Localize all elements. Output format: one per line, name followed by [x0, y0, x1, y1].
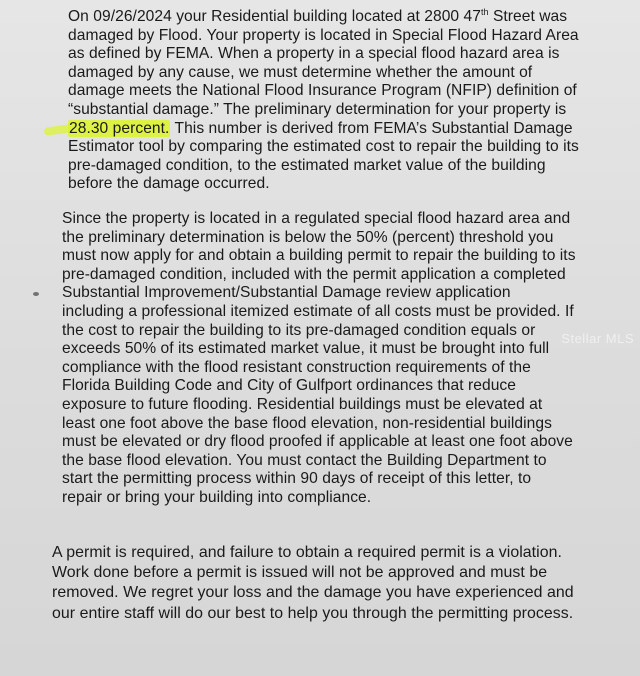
text-line: as defined by FEMA. When a property in a special flood hazard area is: [68, 45, 560, 63]
text-line: least one foot above the base flood elevation, non-residential buildings: [62, 414, 552, 432]
text-line: Estimator tool by comparing the estimated cost to repair the building to its: [68, 138, 579, 156]
text-line: the preliminary determination is below the 50% (percent) threshold you: [62, 228, 554, 246]
text-line: damaged by Flood. Your property is located in Special Flood Hazard Area: [68, 26, 579, 44]
superscript: th: [480, 6, 489, 17]
text-line: Since the property is located in a regulated special flood hazard area and: [62, 210, 571, 227]
text-line: compliance with the flood resistant construction requirements of the: [62, 358, 531, 376]
paragraph-permit-requirements: [62, 210, 622, 508]
text-line: the base flood elevation. You must contact the Building Department to: [62, 451, 547, 469]
text-line: must now apply for and obtain a building permit to repair the building to its: [62, 247, 576, 265]
text-line: damage meets the National Flood Insurance Program (NFIP) definition of: [68, 82, 577, 100]
text-line: pre-damaged condition, to the estimated market value of the building: [68, 156, 546, 174]
text-line: must be elevated or dry flood proofed if applicable at least one foot above: [62, 433, 573, 451]
text-line: exposure to future flooding. Residential buildings must be elevated at: [62, 395, 543, 413]
text-line: damaged by any cause, we must determine whether the amount of: [68, 63, 533, 81]
text-segment: On 09/26/2024 your Residential building located at 2800 47: [68, 8, 481, 25]
text-line: before the damage occurred.: [68, 175, 270, 193]
paper-speck: [33, 292, 39, 296]
text-segment: This number is derived from FEMA’s Substantial Damage: [170, 119, 573, 137]
text-line: pre-damaged condition, included with the permit application a completed: [62, 265, 566, 283]
watermark: Stellar MLS: [561, 331, 634, 346]
text-line: Florida Building Code and City of Gulfport ordinances that reduce: [62, 377, 516, 395]
paragraph-damage-determination: [68, 8, 608, 194]
text-line: [68, 120, 608, 139]
text-line: start the permitting process within 90 days of receipt of this letter, to: [62, 470, 532, 488]
text-line: “substantial damage.” The preliminary determination for your property is: [68, 100, 567, 118]
text-line: our entire staff will do our best to help you through the permitting process.: [52, 604, 574, 622]
text-line: [68, 8, 608, 27]
text-line: A permit is required, and failure to obtain a required permit is a violation.: [52, 544, 562, 561]
paragraph-violation-notice: [52, 543, 622, 624]
text-line: the cost to repair the building to its pre-damaged condition equals or: [62, 321, 536, 339]
text-line: Substantial Improvement/Substantial Damage review application: [62, 284, 511, 302]
text-line: including a professional itemized estimate of all costs must be provided. If: [62, 302, 574, 320]
text-line: repair or bring your building into compliance.: [62, 488, 372, 506]
text-line: exceeds 50% of its estimated market value, it must be brought into full: [62, 340, 550, 358]
highlighted-percentage: 28.30 percent.: [69, 119, 170, 137]
text-line: Work done before a permit is issued will not be approved and must be: [52, 564, 548, 582]
text-segment: Street was: [488, 8, 568, 25]
text-line: removed. We regret your loss and the damage you have experienced and: [52, 584, 574, 602]
